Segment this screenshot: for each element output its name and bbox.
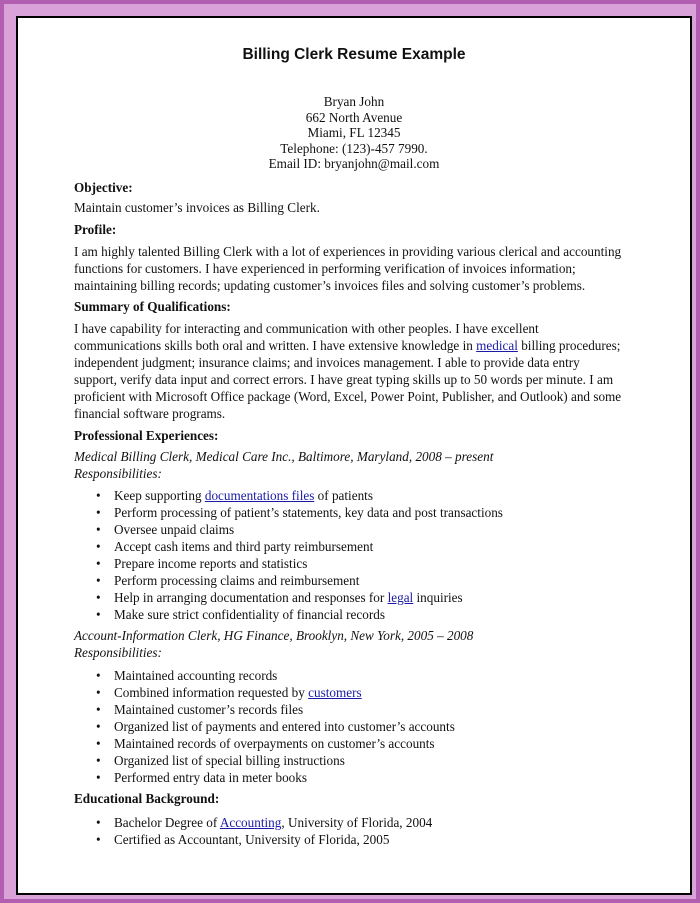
resume-page bbox=[16, 16, 692, 895]
list-item bbox=[96, 556, 307, 572]
list-item-text: Maintained records of overpayments on customer’s accounts bbox=[114, 736, 435, 751]
bullet-icon: • bbox=[96, 702, 101, 717]
summary-text: billing procedures; bbox=[517, 338, 621, 353]
summary-heading: Summary of Qualifications: bbox=[74, 299, 231, 314]
profile-line: I am highly talented Billing Clerk with a lot of experiences in providing various clerical and accounting bbox=[74, 244, 622, 259]
summary-line: independent judgment; insurance claims; and invoices management. I able to provide data entry bbox=[74, 355, 580, 370]
customers-link[interactable]: customers bbox=[308, 685, 362, 700]
summary-line: I have capability for interacting and communication with other peoples. I have excellent bbox=[74, 321, 539, 336]
list-item-text: Make sure strict confidentiality of financial records bbox=[114, 607, 385, 622]
contact-telephone: Telephone: (123)-457 7990. bbox=[280, 140, 428, 156]
list-item-text: Perform processing of patient’s statements, key data and post transactions bbox=[114, 505, 503, 520]
documentation-files-link[interactable]: documentations files bbox=[204, 488, 315, 503]
experience-heading: Professional Experiences: bbox=[74, 428, 219, 443]
list-item-text: Maintained accounting records bbox=[114, 668, 278, 683]
list-item-text: Maintained customer’s records files bbox=[114, 702, 304, 717]
list-item-text: Help in arranging documentation and responses for bbox=[114, 590, 388, 605]
bullet-icon: • bbox=[96, 815, 101, 830]
list-item bbox=[96, 539, 373, 555]
list-item bbox=[96, 488, 373, 504]
summary-line: financial software programs. bbox=[74, 406, 226, 421]
contact-city: Miami, FL 12345 bbox=[307, 125, 401, 140]
list-item-text: inquiries bbox=[413, 590, 463, 605]
legal-link[interactable]: legal bbox=[387, 590, 414, 605]
list-item bbox=[96, 573, 359, 589]
bullet-icon: • bbox=[96, 556, 101, 571]
bullet-icon: • bbox=[96, 770, 101, 785]
bullet-icon: • bbox=[96, 607, 101, 622]
list-item bbox=[96, 753, 345, 769]
bullet-icon: • bbox=[96, 719, 101, 734]
profile-heading: Profile: bbox=[74, 222, 117, 237]
objective-heading: Objective: bbox=[74, 180, 133, 195]
accounting-link[interactable]: Accounting bbox=[219, 815, 282, 830]
list-item bbox=[96, 832, 389, 848]
page-title: Billing Clerk Resume Example bbox=[242, 46, 466, 63]
list-item bbox=[96, 719, 455, 735]
contact-name: Bryan John bbox=[323, 94, 385, 109]
medical-link[interactable]: medical bbox=[476, 338, 518, 353]
profile-line: functions for customers. I have experienced in performing verification of invoices information; bbox=[74, 261, 576, 276]
contact-email: Email ID: bryanjohn@mail.com bbox=[268, 156, 440, 171]
list-item-text: Keep supporting bbox=[114, 488, 205, 503]
list-item bbox=[96, 522, 234, 538]
summary-text: communications skills both oral and written. I have extensive knowledge in bbox=[74, 338, 477, 353]
bullet-icon: • bbox=[96, 505, 101, 520]
profile-line: maintaining billing records; updating customer’s invoices files and solving customer’s problems. bbox=[74, 278, 586, 293]
list-item-text: Combined information requested by bbox=[114, 685, 309, 700]
bullet-icon: • bbox=[96, 522, 101, 537]
list-item-text: Performed entry data in meter books bbox=[114, 770, 307, 785]
contact-street: 662 North Avenue bbox=[305, 109, 403, 125]
list-item bbox=[96, 702, 303, 718]
list-item bbox=[96, 607, 385, 623]
summary-line: support, verify data input and correct errors. I have great typing skills up to 50 words per minute. I am bbox=[74, 372, 614, 387]
list-item bbox=[96, 770, 307, 786]
bullet-icon: • bbox=[96, 668, 101, 683]
list-item-text: , University of Florida, 2004 bbox=[281, 815, 433, 830]
list-item-text: Organized list of special billing instructions bbox=[114, 753, 345, 768]
list-item-text: Certified as Accountant, University of Florida, 2005 bbox=[114, 832, 390, 847]
summary-line bbox=[74, 338, 620, 354]
list-item-text: Perform processing claims and reimbursement bbox=[114, 573, 360, 588]
contact-block bbox=[18, 94, 690, 172]
job2-title: Account-Information Clerk, HG Finance, Brooklyn, New York, 2005 – 2008 bbox=[74, 628, 474, 643]
bullet-icon: • bbox=[96, 590, 101, 605]
list-item bbox=[96, 505, 503, 521]
list-item-text: Bachelor Degree of bbox=[114, 815, 220, 830]
bullet-icon: • bbox=[96, 488, 101, 503]
bullet-icon: • bbox=[96, 685, 101, 700]
bullet-icon: • bbox=[96, 736, 101, 751]
job2-responsibilities-label: Responsibilities: bbox=[74, 645, 162, 660]
list-item bbox=[96, 685, 362, 701]
bullet-icon: • bbox=[96, 753, 101, 768]
summary-line: proficient with Microsoft Office package (Word, Excel, Power Point, Publisher, and Outlook) and some bbox=[74, 389, 622, 404]
list-item-text: of patients bbox=[314, 488, 373, 503]
list-item-text: Oversee unpaid claims bbox=[114, 522, 235, 537]
job1-responsibilities-label: Responsibilities: bbox=[74, 466, 162, 481]
list-item bbox=[96, 815, 432, 831]
list-item-text: Organized list of payments and entered into customer’s accounts bbox=[114, 719, 455, 734]
education-heading: Educational Background: bbox=[74, 791, 220, 806]
list-item bbox=[96, 668, 277, 684]
bullet-icon: • bbox=[96, 573, 101, 588]
job1-title: Medical Billing Clerk, Medical Care Inc., Baltimore, Maryland, 2008 – present bbox=[74, 449, 494, 464]
list-item bbox=[96, 736, 435, 752]
list-item-text: Accept cash items and third party reimbursement bbox=[114, 539, 374, 554]
list-item-text: Prepare income reports and statistics bbox=[114, 556, 308, 571]
bullet-icon: • bbox=[96, 832, 101, 847]
objective-text: Maintain customer’s invoices as Billing Clerk. bbox=[74, 200, 320, 215]
bullet-icon: • bbox=[96, 539, 101, 554]
list-item bbox=[96, 590, 463, 606]
